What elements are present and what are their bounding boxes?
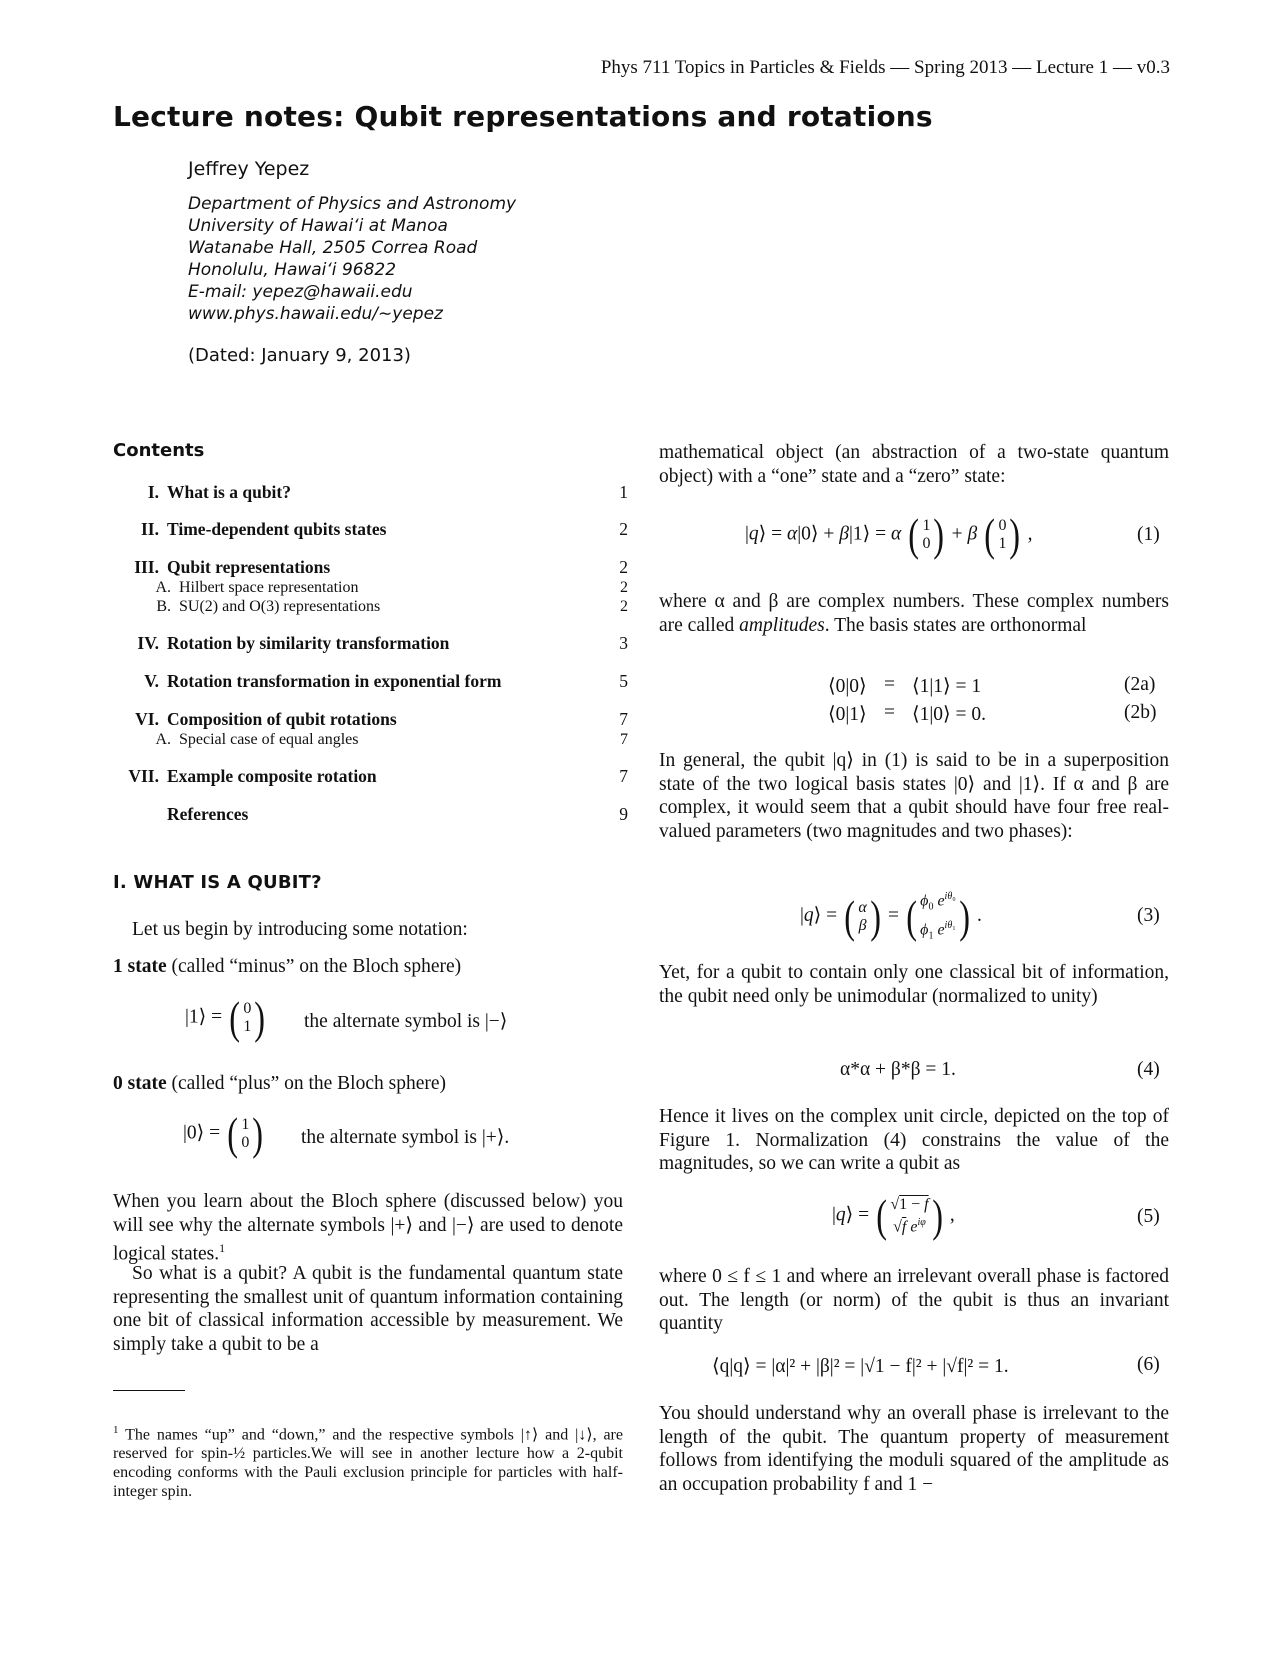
toc-subentry[interactable]	[113, 597, 628, 616]
paragraph: You should understand why an overall phase is irrelevant to the length of the qubit. The quantum property of measurement follows from identifying the moduli squared of the amplitude as an occupation probability f and 1 −	[659, 1403, 1169, 1496]
toc-number: II.	[141, 518, 159, 539]
equation-number: (6)	[1137, 1354, 1160, 1375]
equation-4: α*α + β*β = 1.	[840, 1059, 956, 1080]
paragraph-text: where α and β are complex numbers. These complex numbers are called	[659, 591, 1169, 636]
equation-2b-rhs: ⟨1|0⟩ = 0.	[912, 704, 986, 725]
equation-2a-lhs: ⟨0|0⟩	[828, 676, 867, 697]
paragraph	[659, 590, 1169, 637]
running-head: Phys 711 Topics in Particles & Fields — Spring 2013 — Lecture 1 — v0.3	[600, 57, 1170, 78]
toc-number: A.	[155, 730, 171, 748]
toc-title: Rotation by similarity transformation	[167, 632, 450, 653]
affiliation-line: Watanabe Hall, 2505 Correa Road	[188, 238, 478, 258]
paragraph: So what is a qubit? A qubit is the fundamental quantum state representing the smallest unit of quantum information containing one bit of classical information accessible by measurement. We simply take a qubit to be a	[113, 1263, 623, 1356]
toc-entry[interactable]	[113, 481, 628, 503]
paper-title: Lecture notes: Qubit representations and rotations	[113, 100, 933, 133]
footnote-text: The names “up” and “down,” and the respective symbols |↑⟩ and |↓⟩, are reserved for spin-½ particles.We will see in another lecture how a 2-qubit encoding conforms with the Pauli exclusion principle for particles with half-integer spin.	[113, 1426, 623, 1501]
equals-sign: =	[884, 674, 895, 695]
one-state-alt: the alternate symbol is |−⟩	[304, 1011, 508, 1032]
author-affiliation	[188, 193, 516, 325]
toc-page: 2	[619, 518, 628, 539]
one-state-label: 1 state	[113, 956, 167, 977]
toc-page: 5	[619, 670, 628, 691]
equation-number: (2a)	[1124, 674, 1156, 695]
equation-2a-rhs: ⟨1|1⟩ = 1	[912, 676, 982, 697]
paragraph: Hence it lives on the complex unit circle, depicted on the top of Figure 1. Normalization (4) constrains the value of the magnitudes, so we can write a qubit as	[659, 1106, 1169, 1175]
toc-title: Time-dependent qubits states	[167, 518, 387, 539]
paragraph	[113, 1190, 623, 1267]
footnote-divider	[113, 1390, 185, 1391]
toc-number: VI.	[135, 708, 159, 729]
affiliation-line: Department of Physics and Astronomy	[188, 194, 517, 214]
equation-number: (3)	[1137, 905, 1160, 926]
toc-page: 7	[620, 730, 628, 748]
zero-state-vector: |0⟩ = ( 1 0 )	[183, 1108, 264, 1159]
toc-title: References	[167, 803, 249, 824]
toc-subentry[interactable]	[113, 730, 628, 749]
affiliation-email: E-mail: yepez@hawaii.edu	[188, 282, 413, 302]
toc-entry[interactable]	[113, 556, 628, 616]
toc-page: 1	[619, 481, 628, 502]
equation-number: (2b)	[1124, 702, 1157, 723]
one-state-vector: |1⟩ = ( 0 1 )	[185, 992, 266, 1043]
paragraph: In general, the qubit |q⟩ in (1) is said to be in a superposition state of the two logical basis states |0⟩ and |1⟩. If α and β are complex, it would seem that a qubit should have four free real-valued parameters (two magnitudes and two phases):	[659, 750, 1169, 843]
toc-number: IV.	[137, 632, 159, 653]
toc-title: Special case of equal angles	[179, 730, 359, 748]
equation-1: |q⟩ = α|0⟩ + β|1⟩ = α ( 1 0 ) + β ( 0 1 ) ,	[745, 509, 1033, 560]
toc-number: V.	[144, 670, 159, 691]
equation-number: (1)	[1137, 524, 1160, 545]
toc-entry[interactable]	[113, 518, 628, 540]
affiliation-website: www.phys.hawaii.edu/∼yepez	[188, 304, 443, 324]
toc-title: What is a qubit?	[167, 481, 291, 502]
toc-page: 7	[619, 765, 628, 786]
footnote	[113, 1421, 623, 1501]
toc-number: I.	[147, 481, 159, 502]
one-state-line	[113, 955, 643, 979]
toc-page: 2	[619, 556, 628, 577]
toc-title: Qubit representations	[167, 556, 331, 577]
equation-3: |q⟩ = ( α β ) = ( $\phi_0$ $e^{i\theta_0}$ $\phi_1$ $e^{i\theta_1}$ ) .	[800, 890, 982, 942]
emphasis-text: amplitudes	[739, 614, 825, 636]
toc-title: SU(2) and O(3) representations	[179, 597, 381, 615]
toc-subentry[interactable]	[113, 578, 628, 597]
toc-number: III.	[134, 556, 159, 577]
toc-entry[interactable]	[113, 765, 628, 787]
equation-5: |q⟩ = ( √1 − f √f $e^{i\varphi}$ ) ,	[832, 1190, 955, 1241]
equation-number: (4)	[1137, 1059, 1160, 1080]
toc-entry[interactable]	[113, 708, 628, 749]
one-state-desc: (called “minus” on the Bloch sphere)	[171, 956, 462, 977]
toc-number: A.	[155, 578, 171, 596]
zero-state-line	[113, 1072, 643, 1096]
paragraph-text: . The basis states are orthonormal	[824, 614, 1087, 636]
author-name: Jeffrey Yepez	[188, 158, 310, 180]
equation-2b-lhs: ⟨0|1⟩	[828, 704, 867, 725]
toc-page: 3	[619, 632, 628, 653]
zero-state-desc: (called “plus” on the Bloch sphere)	[171, 1073, 447, 1094]
zero-state-label: 0 state	[113, 1073, 167, 1094]
affiliation-line: University of Hawai‘i at Manoa	[188, 216, 448, 236]
paragraph: Yet, for a qubit to contain only one classical bit of information, the qubit need only be unimodular (normalized to unity)	[659, 962, 1169, 1007]
paragraph-text: When you learn about the Bloch sphere (discussed below) you will see why the alternate symbols |+⟩ and |−⟩ are used to denote logical states.	[113, 1191, 623, 1265]
toc-number: B.	[156, 597, 171, 615]
affiliation-line: Honolulu, Hawai‘i 96822	[188, 260, 397, 280]
intro-text: Let us begin by introducing some notation:	[132, 919, 468, 940]
toc-page: 2	[620, 597, 628, 615]
toc-page: 9	[619, 803, 628, 824]
paragraph: where 0 ≤ f ≤ 1 and where an irrelevant overall phase is factored out. The length (or norm) of the qubit is thus an invariant quantity	[659, 1266, 1169, 1335]
toc-entry[interactable]	[113, 632, 628, 654]
toc-title: Composition of qubit rotations	[167, 708, 397, 729]
toc-title: Example composite rotation	[167, 765, 377, 786]
zero-state-alt: the alternate symbol is |+⟩.	[301, 1127, 510, 1148]
toc-page: 7	[619, 708, 628, 729]
footnote-mark: 1	[113, 1424, 119, 1436]
toc-entry[interactable]	[113, 803, 628, 825]
contents-heading: Contents	[113, 440, 205, 461]
equation-number: (5)	[1137, 1206, 1160, 1227]
footnote-marker[interactable]: 1	[219, 1241, 226, 1256]
toc-entry[interactable]	[113, 670, 628, 692]
toc-number: VII.	[128, 765, 159, 786]
date-line: (Dated: January 9, 2013)	[188, 345, 411, 366]
section-heading: I. WHAT IS A QUBIT?	[113, 872, 322, 893]
toc-page: 2	[620, 578, 628, 596]
paragraph: mathematical object (an abstraction of a two-state quantum object) with a “one” state and a “zero” state:	[659, 442, 1169, 487]
toc-title: Hilbert space representation	[179, 578, 359, 596]
equals-sign: =	[884, 702, 895, 723]
equation-6: ⟨q|q⟩ = |α|² + |β|² = |√1 − f|² + |√f|² = 1.	[712, 1356, 1009, 1377]
toc-title: Rotation transformation in exponential form	[167, 670, 502, 691]
